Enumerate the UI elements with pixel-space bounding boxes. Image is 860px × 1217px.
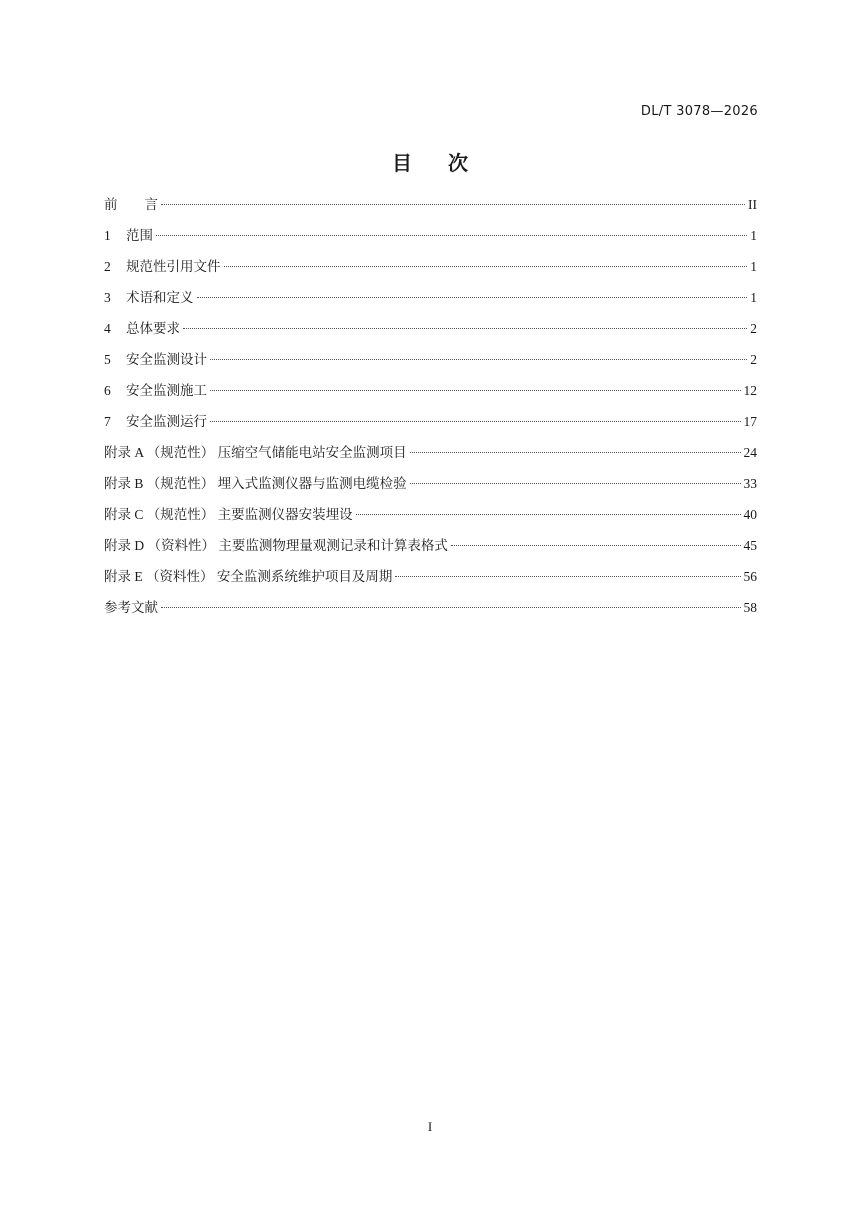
toc-leader: [210, 421, 741, 422]
toc-entry-7[interactable]: [104, 410, 757, 441]
toc-leader: [410, 483, 741, 484]
toc-appendix-nature: （资料性）: [146, 569, 217, 584]
toc-entry-references[interactable]: [104, 596, 757, 627]
toc-appendix-nature: （资料性）: [147, 538, 219, 553]
toc-page-number: II: [748, 197, 757, 212]
toc-appendix-nature: （规范性）: [146, 445, 218, 460]
toc-page-number: 33: [743, 476, 757, 491]
toc-entry-number: 1: [104, 228, 111, 243]
toc-entry-text: 压缩空气储能电站安全监测项目: [217, 445, 407, 460]
toc-entry-text: 参考文献: [104, 600, 158, 615]
toc-leader: [210, 359, 747, 360]
toc-entry-text: 总体要求: [126, 321, 180, 336]
toc-leader: [161, 204, 745, 205]
toc-appendix-nature: （规范性）: [146, 476, 218, 491]
toc-entry-appendix-a[interactable]: [104, 441, 757, 472]
toc-entry-4[interactable]: [104, 317, 757, 348]
toc-entry-text: 规范性引用文件: [126, 259, 221, 274]
toc-leader: [156, 235, 747, 236]
toc-entry-text: 术语和定义: [126, 290, 194, 305]
toc-entry-5[interactable]: [104, 348, 757, 379]
toc-page-number: 2: [750, 321, 757, 336]
toc-page-number: 1: [750, 290, 757, 305]
toc-entry-3[interactable]: [104, 286, 757, 317]
toc-appendix-label: 附录 D: [104, 538, 148, 553]
toc-entry-text: 安全监测施工: [126, 383, 207, 398]
toc-leader: [224, 266, 748, 267]
toc-entry-text: 埋入式监测仪器与监测电缆检验: [217, 476, 407, 491]
document-code: DL/T 3078—2026: [640, 104, 758, 119]
toc-entry-number: 3: [104, 290, 111, 305]
toc-entry-text: 前 言: [104, 197, 158, 212]
toc-appendix-label: 附录 E: [104, 569, 146, 584]
toc-page-number: 56: [743, 569, 757, 584]
toc-entry-number: 5: [104, 352, 111, 367]
toc-entry-6[interactable]: [104, 379, 757, 410]
toc-page-number: 40: [743, 507, 757, 522]
toc-entry-appendix-c[interactable]: [104, 503, 757, 534]
toc-leader: [356, 514, 741, 515]
toc-page-number: 45: [743, 538, 757, 553]
toc-entry-appendix-d[interactable]: [104, 534, 757, 565]
toc-appendix-label: 附录 A: [104, 445, 147, 460]
toc-entry-1[interactable]: [104, 224, 757, 255]
toc-appendix-label: 附录 C: [104, 507, 147, 522]
toc-entry-text: 范围: [126, 228, 153, 243]
toc-entry-text: 安全监测设计: [126, 352, 207, 367]
toc-page-number: 12: [743, 383, 757, 398]
toc-entry-appendix-e[interactable]: [104, 565, 757, 596]
title-part-2: 次: [448, 151, 468, 175]
toc-entry-text: 主要监测仪器安装埋设: [217, 507, 353, 522]
toc-entry-text: 安全监测运行: [126, 414, 207, 429]
toc-entry-number: 7: [104, 414, 111, 429]
toc-page-number: 24: [743, 445, 757, 460]
toc-entry-number: 4: [104, 321, 111, 336]
toc-appendix-label: 附录 B: [104, 476, 147, 491]
toc-entry-appendix-b[interactable]: [104, 472, 757, 503]
toc-leader: [451, 545, 741, 546]
toc-leader: [197, 297, 748, 298]
toc-leader: [183, 328, 747, 329]
toc-leader: [410, 452, 741, 453]
toc-entry-number: 6: [104, 383, 111, 398]
title-part-1: 目: [392, 151, 412, 175]
toc-page-number: 17: [743, 414, 757, 429]
toc-leader: [395, 576, 740, 577]
page-title: [0, 147, 860, 176]
toc-page-number: 1: [750, 228, 757, 243]
toc-page-number: 58: [743, 600, 757, 615]
toc-leader: [210, 390, 741, 391]
toc-page-number: 2: [750, 352, 757, 367]
toc-appendix-nature: （规范性）: [146, 507, 218, 522]
page-number-footer: I: [427, 1119, 433, 1134]
toc-entry-foreword[interactable]: [104, 193, 757, 224]
toc-page-number: 1: [750, 259, 757, 274]
toc-entry-text: 主要监测物理量观测记录和计算表格式: [218, 538, 448, 553]
toc-leader: [161, 607, 741, 608]
toc-entry-2[interactable]: [104, 255, 757, 286]
table-of-contents: [104, 193, 757, 627]
toc-entry-number: 2: [104, 259, 111, 274]
toc-entry-text: 安全监测系统维护项目及周期: [216, 569, 393, 584]
